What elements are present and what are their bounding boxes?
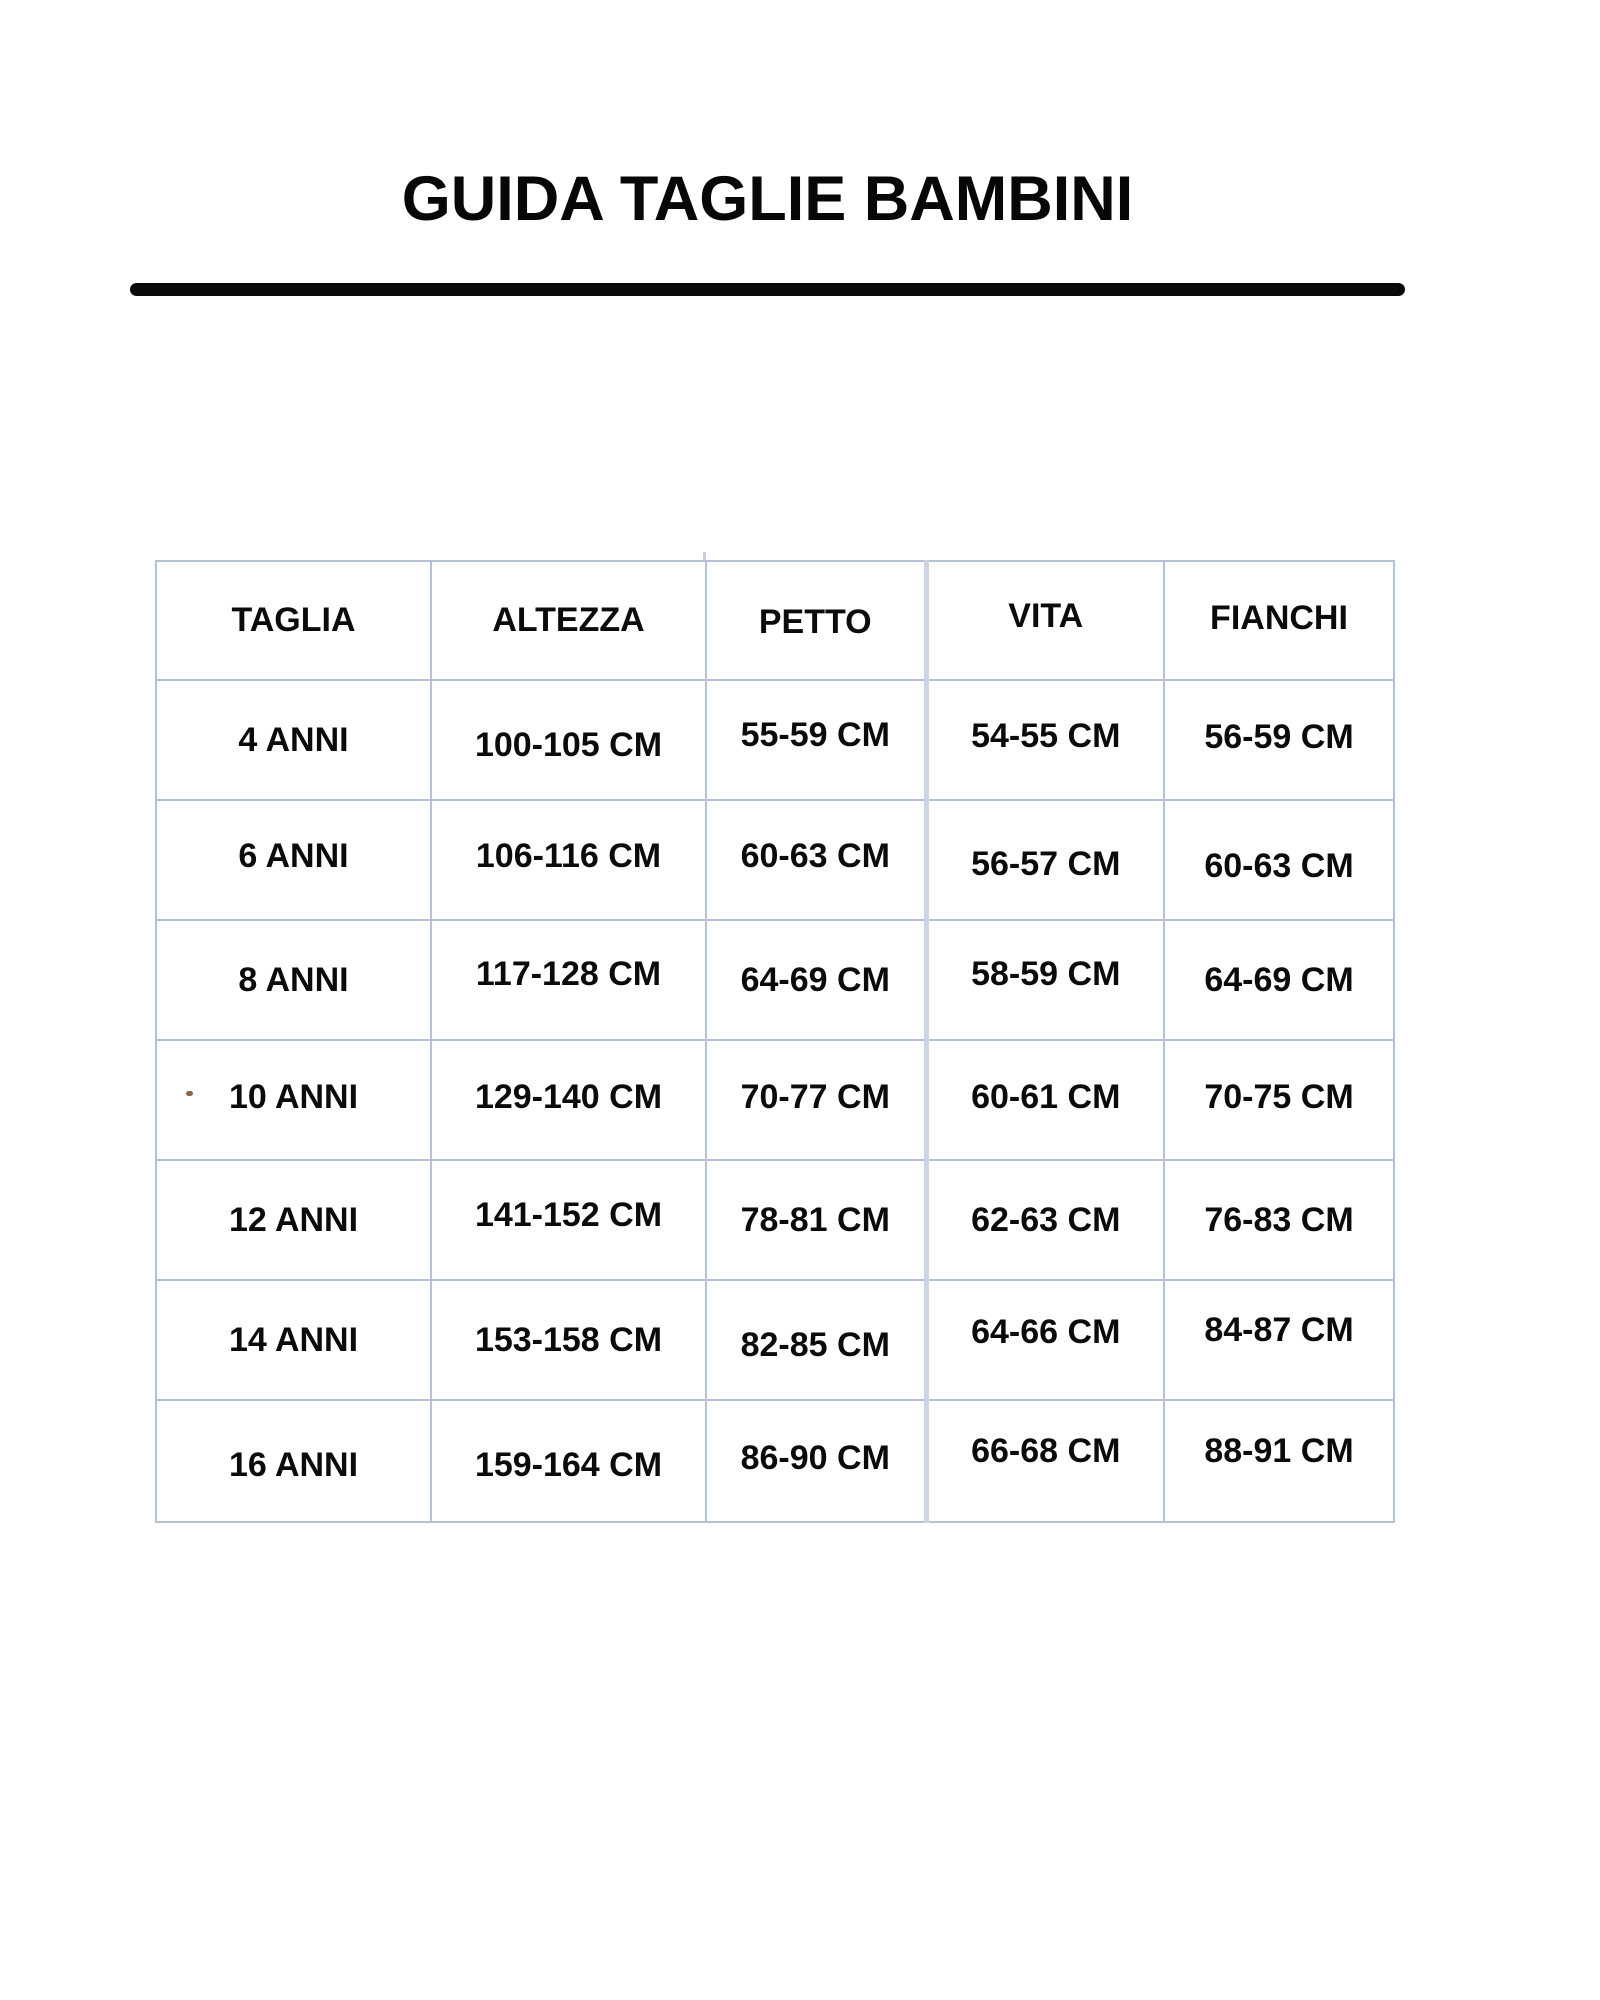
table-row — [156, 920, 1394, 1040]
cell-vita: 58-59 CM — [926, 920, 1164, 1040]
cell-taglia: 8 ANNI — [156, 920, 431, 1040]
cell-altezza: 159-164 CM — [431, 1400, 706, 1522]
cell-vita: 62-63 CM — [926, 1160, 1164, 1280]
title-underline — [130, 283, 1405, 296]
cell-petto: 60-63 CM — [706, 800, 926, 920]
column-header-petto: PETTO — [706, 561, 926, 680]
cell-petto: 70-77 CM — [706, 1040, 926, 1160]
table-header-row — [156, 561, 1394, 680]
table-row — [156, 1400, 1394, 1522]
cell-taglia: 10 ANNI — [156, 1040, 431, 1160]
table-row — [156, 1280, 1394, 1400]
cell-altezza: 129-140 CM — [431, 1040, 706, 1160]
cell-fianchi: 76-83 CM — [1164, 1160, 1394, 1280]
cell-fianchi: 88-91 CM — [1164, 1400, 1394, 1522]
cell-petto: 78-81 CM — [706, 1160, 926, 1280]
cell-vita: 60-61 CM — [926, 1040, 1164, 1160]
cell-petto: 55-59 CM — [706, 680, 926, 800]
cell-taglia: 6 ANNI — [156, 800, 431, 920]
cell-altezza: 117-128 CM — [431, 920, 706, 1040]
cell-taglia: 4 ANNI — [156, 680, 431, 800]
column-header-altezza: ALTEZZA — [431, 561, 706, 680]
table-row — [156, 1040, 1394, 1160]
cell-fianchi: 84-87 CM — [1164, 1280, 1394, 1400]
cell-vita: 64-66 CM — [926, 1280, 1164, 1400]
size-table — [155, 560, 1395, 1523]
column-header-taglia: TAGLIA — [156, 561, 431, 680]
cell-petto: 64-69 CM — [706, 920, 926, 1040]
cell-fianchi: 60-63 CM — [1164, 800, 1394, 920]
cell-fianchi: 64-69 CM — [1164, 920, 1394, 1040]
table-row — [156, 680, 1394, 800]
cell-altezza: 100-105 CM — [431, 680, 706, 800]
cell-taglia: 12 ANNI — [156, 1160, 431, 1280]
cell-altezza: 141-152 CM — [431, 1160, 706, 1280]
cell-taglia: 16 ANNI — [156, 1400, 431, 1522]
ink-dot-artifact — [186, 1091, 193, 1096]
cell-taglia: 14 ANNI — [156, 1280, 431, 1400]
cell-vita: 54-55 CM — [926, 680, 1164, 800]
cell-vita: 56-57 CM — [926, 800, 1164, 920]
border-artifact — [703, 552, 706, 560]
table-row — [156, 1160, 1394, 1280]
size-table-container — [155, 560, 1395, 1523]
cell-altezza: 153-158 CM — [431, 1280, 706, 1400]
cell-fianchi: 56-59 CM — [1164, 680, 1394, 800]
cell-vita: 66-68 CM — [926, 1400, 1164, 1522]
column-header-fianchi: FIANCHI — [1164, 561, 1394, 680]
cell-petto: 86-90 CM — [706, 1400, 926, 1522]
cell-petto: 82-85 CM — [706, 1280, 926, 1400]
column-header-vita: VITA — [926, 561, 1164, 680]
cell-altezza: 106-116 CM — [431, 800, 706, 920]
page-title: GUIDA TAGLIE BAMBINI — [401, 164, 1134, 234]
cell-fianchi: 70-75 CM — [1164, 1040, 1394, 1160]
table-row — [156, 800, 1394, 920]
